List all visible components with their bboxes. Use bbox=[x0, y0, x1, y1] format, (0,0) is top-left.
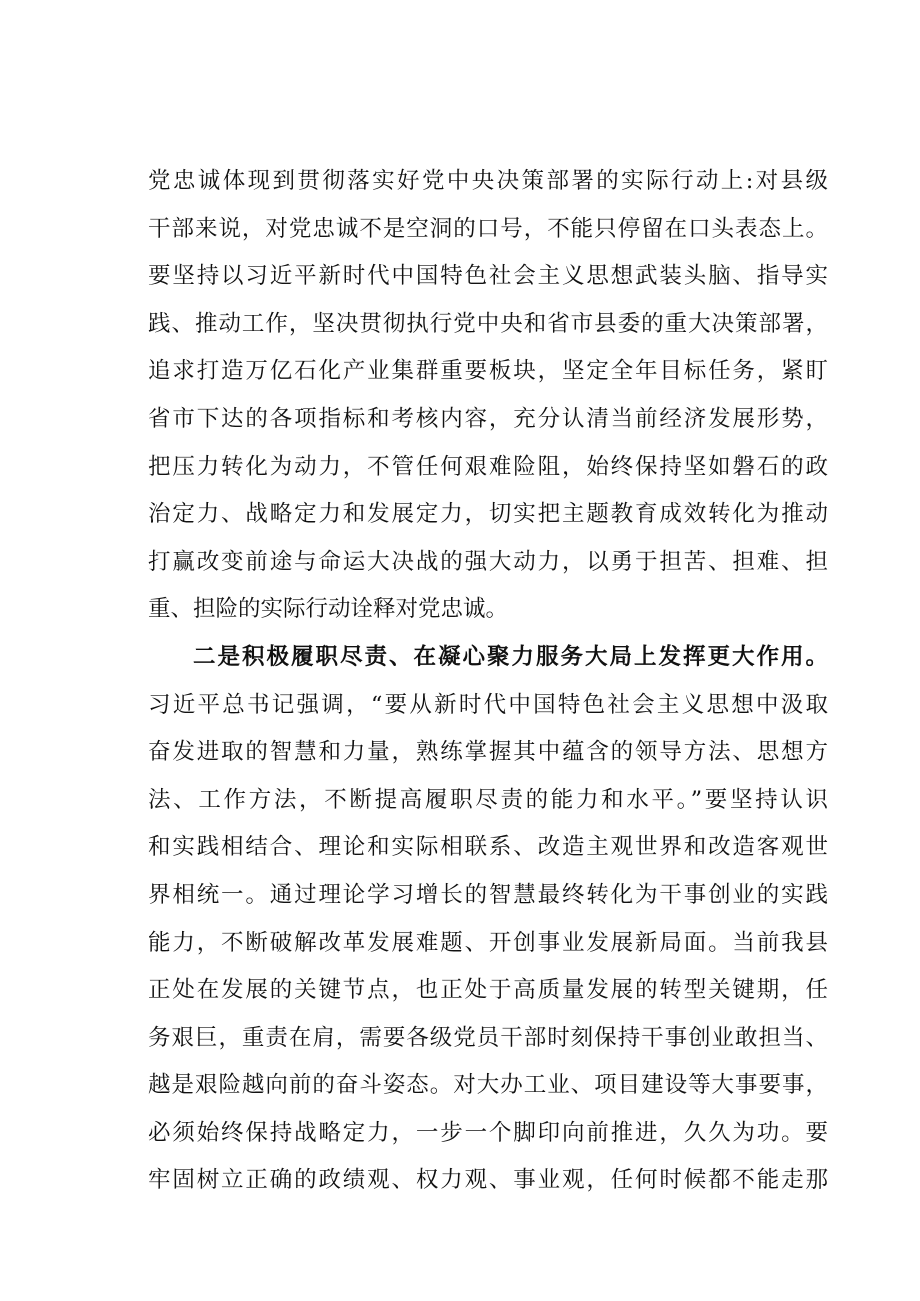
text-line: 践、推动工作，坚决贯彻执行党中央和省市县委的重大决策部署， bbox=[148, 310, 828, 337]
text-line: 奋发进取的智慧和力量，熟练掌握其中蕴含的领导方法、思想方 bbox=[148, 739, 828, 766]
text-line: 要坚持以习近平新时代中国特色社会主义思想武装头脑、指导实 bbox=[148, 263, 828, 290]
paragraph-loyalty bbox=[148, 158, 828, 634]
text-line: 习近平总书记强调，“要从新时代中国特色社会主义思想中汲取 bbox=[148, 691, 828, 718]
text-line: 把压力转化为动力，不管任何艰难险阻，始终保持坚如磐石的政 bbox=[148, 453, 828, 480]
text-line: 越是艰险越向前的奋斗姿态。对大办工业、项目建设等大事要事， bbox=[148, 1072, 828, 1099]
text-line: 党忠诚体现到贯彻落实好党中央决策部署的实际行动上:对县级 bbox=[148, 168, 828, 194]
text-line: 打赢改变前途与命运大决战的强大动力，以勇于担苦、担难、担 bbox=[148, 548, 828, 575]
text-line: 必须始终保持战略定力，一步一个脚印向前推进，久久为功。要 bbox=[148, 1119, 828, 1146]
text-line: 干部来说，对党忠诚不是空洞的口号，不能只停留在口头表态上。 bbox=[148, 215, 828, 242]
section-heading: 二是积极履职尽责、在凝心聚力服务大局上发挥更大作用。 bbox=[193, 643, 828, 670]
text-line: 追求打造万亿石化产业集群重要板块，坚定全年目标任务，紧盯 bbox=[148, 358, 828, 385]
text-line: 能力，不断破解改革发展难题、开创事业发展新局面。当前我县 bbox=[148, 929, 828, 956]
text-line: 治定力、战略定力和发展定力，切实把主题教育成效转化为推动 bbox=[148, 501, 828, 528]
text-line: 重、担险的实际行动诠释对党忠诚。 bbox=[148, 596, 509, 623]
text-line: 省市下达的各项指标和考核内容，充分认清当前经济发展形势， bbox=[148, 405, 828, 432]
text-line: 和实践相结合、理论和实际相联系、改造主观世界和改造客观世 bbox=[148, 834, 828, 861]
text-line: 牢固树立正确的政绩观、权力观、事业观，任何时候都不能走那 bbox=[148, 1167, 828, 1194]
text-line: 法、工作方法，不断提高履职尽责的能力和水平。”要坚持认识 bbox=[148, 786, 828, 813]
paragraph-duty bbox=[148, 634, 828, 1205]
text-line: 务艰巨，重责在肩，需要各级党员干部时刻保持干事创业敢担当、 bbox=[148, 1024, 828, 1051]
text-line: 界相统一。通过理论学习增长的智慧最终转化为干事创业的实践 bbox=[148, 881, 828, 908]
text-line: 正处在发展的关键节点，也正处于高质量发展的转型关键期，任 bbox=[148, 977, 828, 1004]
document-body bbox=[148, 158, 828, 1205]
